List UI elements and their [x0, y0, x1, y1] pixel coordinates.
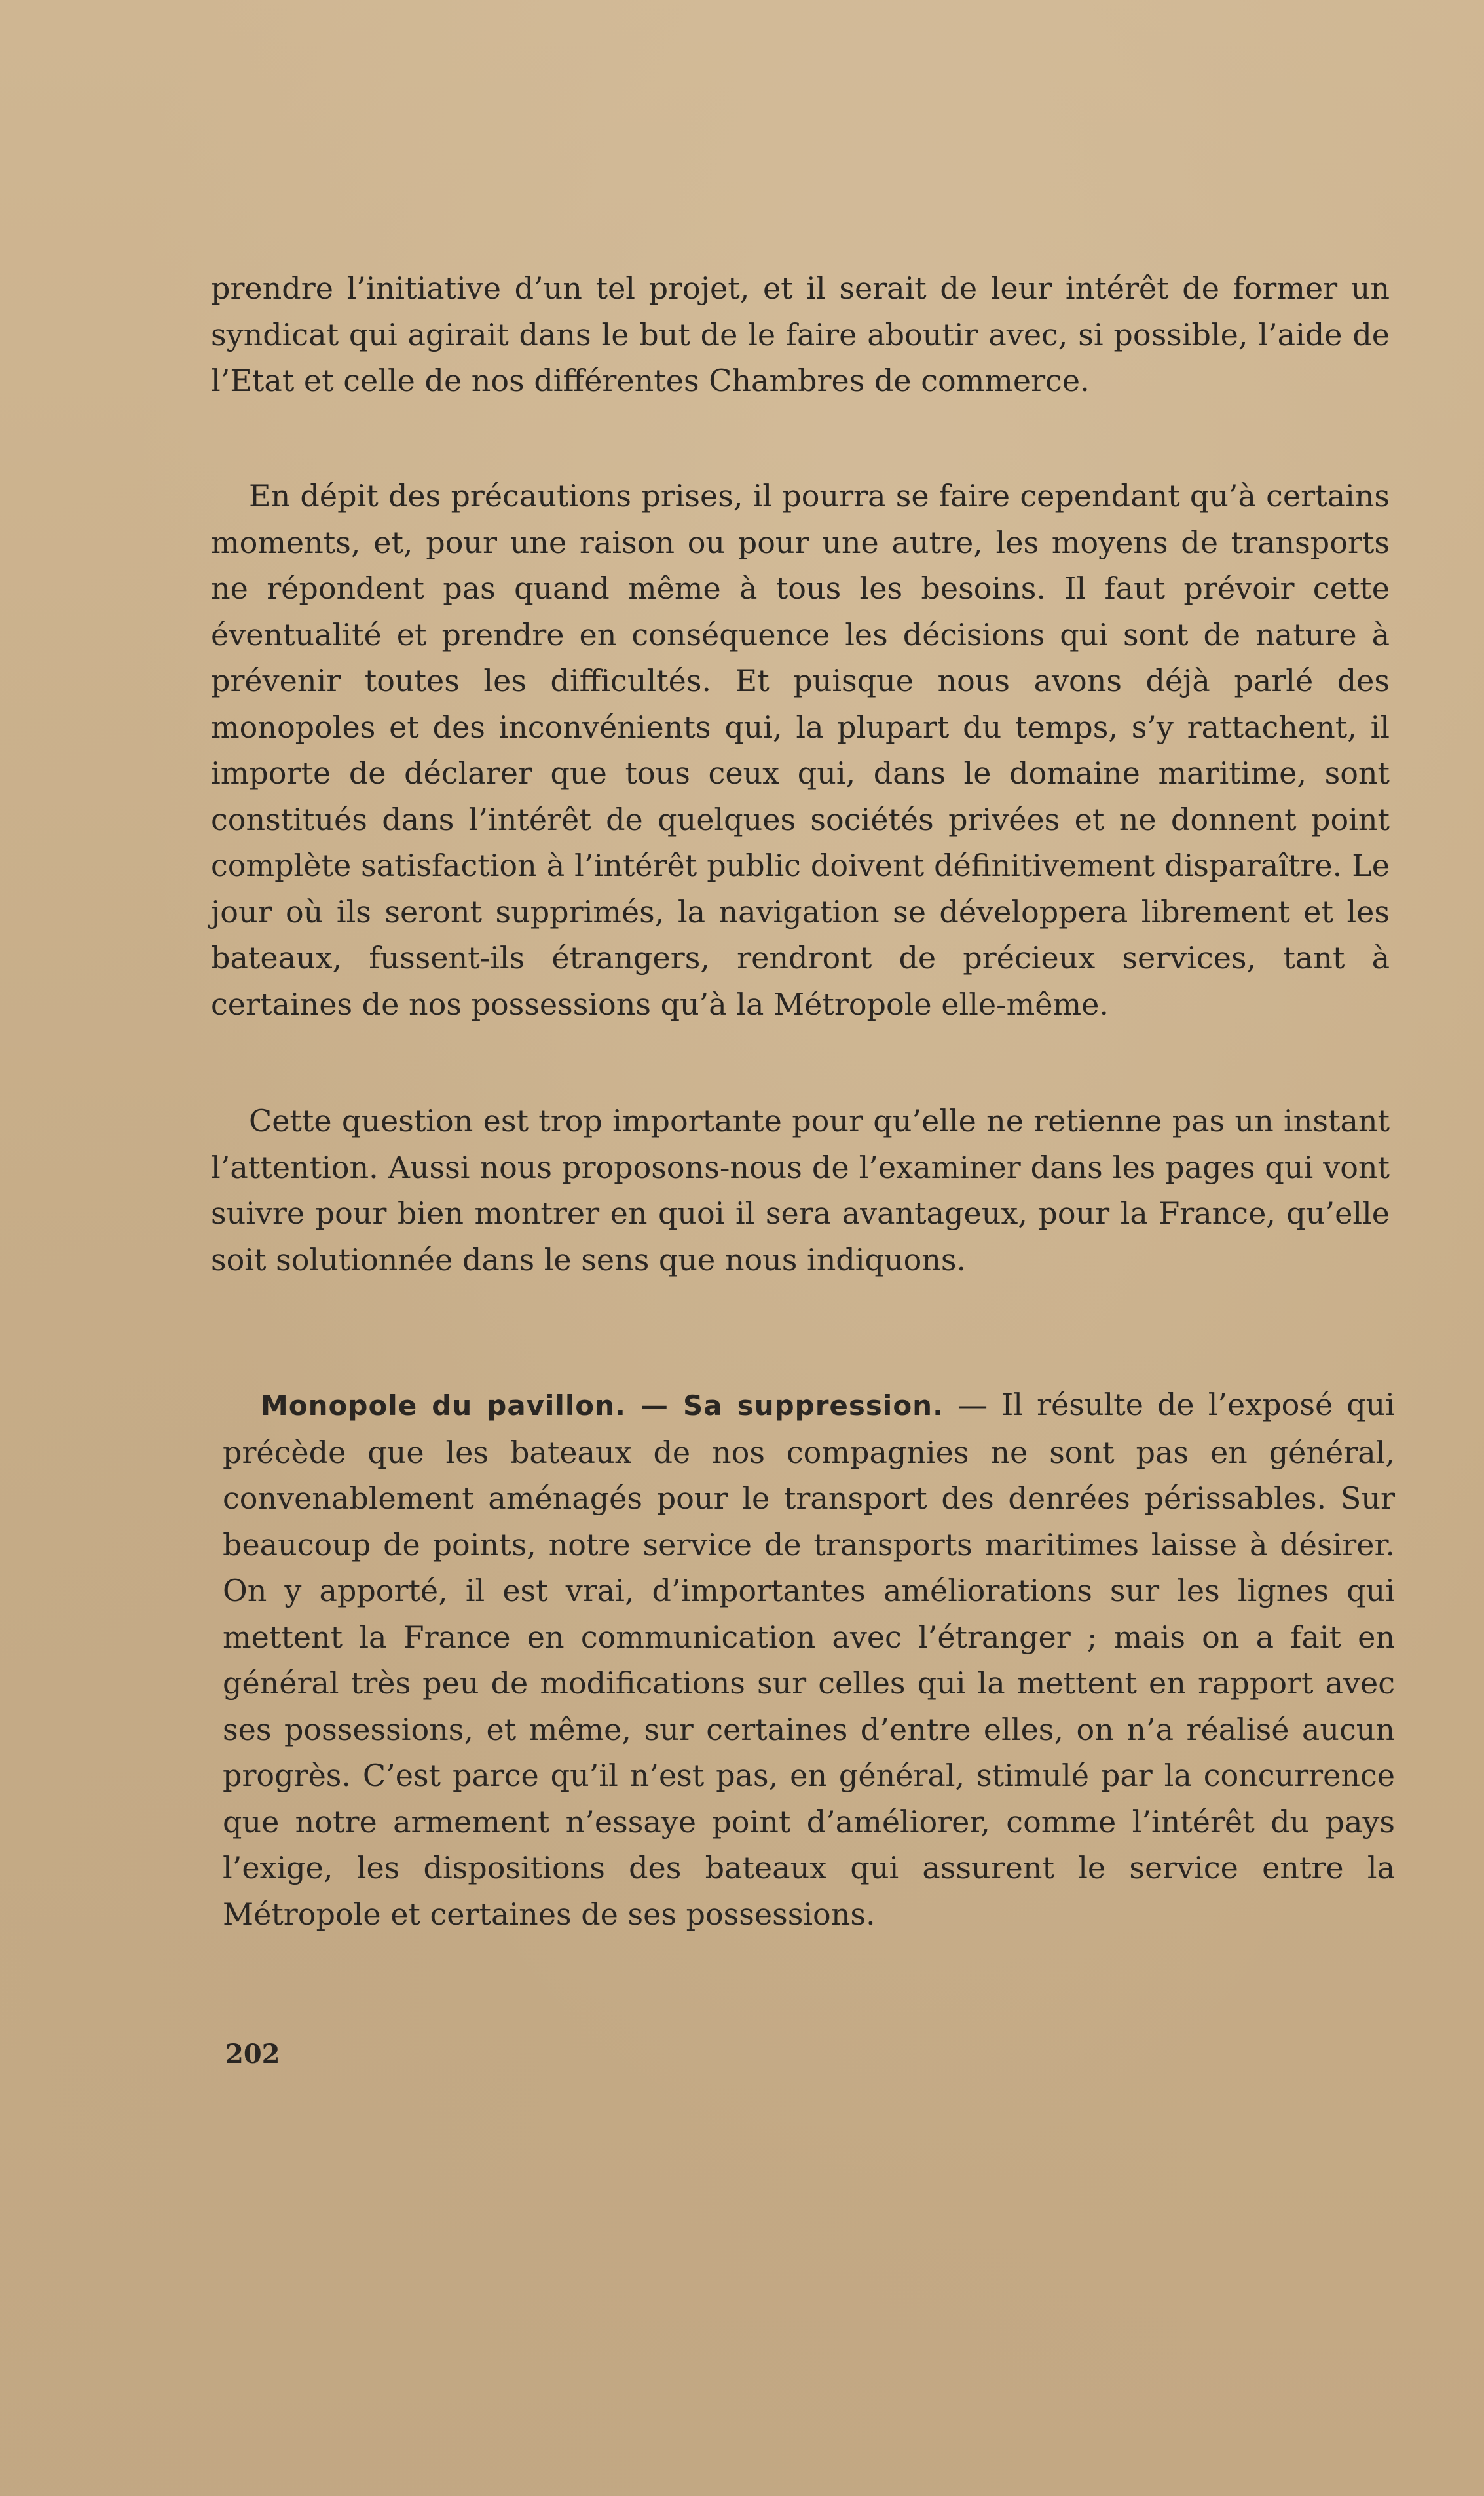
section-title: Monopole du pavillon. — Sa suppression. — [261, 1390, 944, 1422]
page-number: 202 — [225, 2039, 280, 2070]
paragraph-1: prendre l’initiative d’un tel projet, et il serait de leur intérêt de former un syndicat qui agirait dans le but de le faire aboutir avec, si possible, l’aide de l’Etat et celle de nos différentes Chambres de commerce. — [211, 271, 1390, 398]
paragraph-2-container — [211, 473, 1390, 1027]
section-paragraph — [223, 1382, 1395, 1937]
paragraph-3-container — [211, 1098, 1390, 1283]
paragraph-2: En dépit des précautions prises, il pourra se faire cependant qu’à certains moments, et, pour une raison ou pour une autre, les moyens de transports ne répondent pas quand même à tous les besoins. Il faut prévoir cette éventualité et prendre en conséquence les décisions qui sont de nature à prévenir toutes les difficultés. Et puisque nous avons déjà parlé des monopoles et des inconvénients qui, la plupart du temps, s’y rattachent, il importe de déclarer que tous ceux qui, dans le domaine maritime, sont constitués dans l’intérêt de quelques sociétés privées et ne donnent point complète satisfaction à l’intérêt public doivent définitivement disparaître. Le jour où ils seront supprimés, la navigation se développera librement et les bateaux, fussent-ils étrangers, rendront de précieux services, tant à certaines de nos possessions qu’à la Métropole elle-même. — [211, 478, 1390, 1022]
paragraph-1-container — [211, 265, 1390, 404]
paragraph-3: Cette question est trop importante pour qu’elle ne retienne pas un instant l’attention. Aussi nous proposons-nous de l’examiner dans les pages qui vont suivre pour bien montrer en quoi il sera avantageux, pour la France, qu’elle soit solutionnée dans le sens que nous indiquons. — [211, 1103, 1390, 1277]
section-body: — Il résulte de l’exposé qui précède que les bateaux de nos compagnies ne sont pas en général, convenablement aménagés pour le transport des denrées périssables. Sur beaucoup de points, notre service de transports maritimes laisse à désirer. On y apporté, il est vrai, d’importantes améliorations sur les lignes qui mettent la France en communication avec l’étranger ; mais on a fait en général très peu de modifications sur celles qui la mettent en rapport avec ses possessions, et même, sur certaines d’entre elles, on n’a réalisé aucun progrès. C’est parce qu’il n’est pas, en général, stimulé par la concurrence que notre armement n’essaye point d’améliorer, comme l’intérêt du pays l’exige, les dispositions des bateaux qui assurent le service entre la Métropole et certaines de ses possessions. — [223, 1387, 1395, 1932]
